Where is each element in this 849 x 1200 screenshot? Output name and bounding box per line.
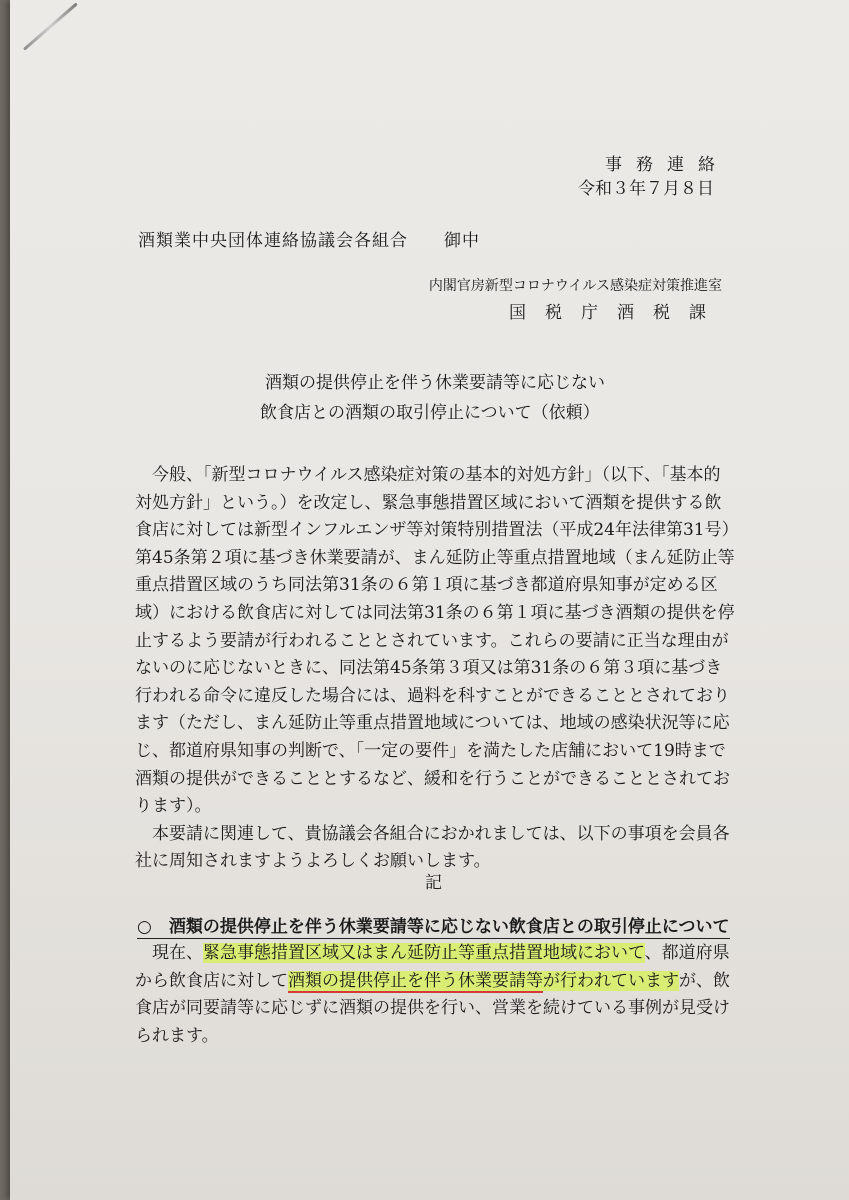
staple-mark: [23, 2, 78, 50]
section-paragraph: [135, 940, 735, 1050]
section-title: ○ 酒類の提供停止を伴う休業要請等に応じない飲食店との取引停止について: [137, 912, 730, 939]
body-paragraph-2: 本要請に関連して、貴協議会各組合におかれましては、以下の事項を会員各社に周知されますようよろしくお願いします。: [135, 823, 730, 872]
document-type: 事務連絡: [605, 155, 729, 175]
document-page: [10, 0, 849, 1200]
section-body: [135, 940, 735, 1050]
title-line-2: 飲食店との酒類の取引停止について（依頼）: [260, 403, 600, 423]
body-paragraph-1: 今般、「新型コロナウイルス感染症対策の基本的対処方針」（以下、「基本的対処方針」という。）を改定し、緊急事態措置区域において酒類を提供する飲食店に対しては新型インフルエンザ等対策特別措置法（平成24年法律第31号）第45条第２項に基づき休業要請が、まん延防止等重点措置地域（まん延防止等重点措置区域のうち同法第31条の６第１項に基づき都道府県知事が定める区域）における飲食店に対しては同法第31条の６第１項に基づき酒類の提供を停止するよう要請が行われることとされています。これらの要請に正当な理由がないのに応じないときに、同法第45条第３項又は第31条の６第３項に基づき行われる命令に違反した場合には、過料を科すことができることとされております（ただし、まん延防止等重点措置地域については、地域の感染状況等に応じ、都道府県知事の判断で、「一定の要件」を満たした店舗において19時まで酒類の提供ができることとするなど、緩和を行うことができることとされております）。: [135, 465, 735, 817]
addressee: 酒類業中央団体連絡協議会各組合 御中: [138, 231, 480, 251]
document-date: 令和３年７月８日: [578, 179, 714, 199]
body-text: [135, 462, 735, 876]
highlighted-text-1: 緊急事態措置区域又はまん延防止等重点措置地域において: [203, 943, 645, 963]
section-text-2: 、都道府県から飲食店に対して: [135, 943, 730, 991]
section-text-1: 現在、: [135, 943, 203, 963]
ki-marker: 記: [425, 873, 442, 893]
sender-agency: 国税庁酒税課: [509, 303, 725, 323]
highlighted-underlined-text: 酒類の提供停止を伴う休業要請等: [288, 970, 543, 991]
sender-office: 内閣官房新型コロナウイルス感染症対策推進室: [428, 278, 722, 294]
highlighted-text-2: が行われています: [543, 970, 679, 991]
title-line-1: 酒類の提供停止を伴う休業要請等に応じない: [265, 373, 605, 393]
section-text-3: が、飲食店が同要請等に応じずに酒類の提供を行い、営業を続けている事例が見受けられます。: [135, 970, 730, 1046]
